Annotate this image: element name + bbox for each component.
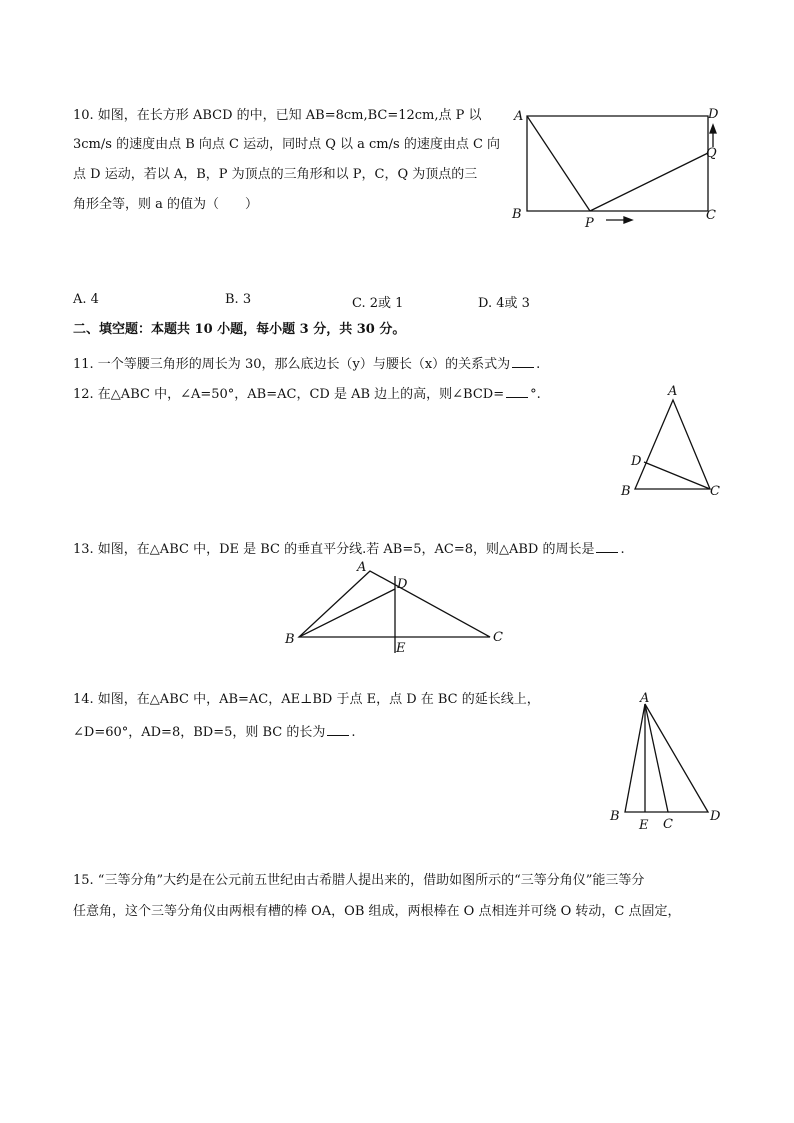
q10-line-3: 点 D 运动，若以 A，B，P 为顶点的三角形和以 P，C，Q 为顶点的三 xyxy=(73,167,478,182)
q12-triangle-figure xyxy=(615,380,730,505)
label-b: B xyxy=(621,484,631,499)
label-d: D xyxy=(710,809,721,824)
rect-abcd xyxy=(527,116,708,211)
q13-triangle-figure xyxy=(282,558,512,658)
q10-option-a[interactable]: A. 4 xyxy=(73,292,99,307)
q11-answer-blank[interactable] xyxy=(512,355,534,368)
label-b: B xyxy=(512,207,522,222)
label-d: D xyxy=(631,454,642,469)
q15-line-2: 任意角，这个三等分角仪由两根有槽的棒 OA，OB 组成，两根棒在 O 点相连并可绕 O 转动，C 点固定， xyxy=(73,904,681,919)
triangle-abc xyxy=(635,400,710,489)
label-d: D xyxy=(708,107,719,122)
label-d: D xyxy=(397,577,408,592)
q14-triangle-figure xyxy=(605,688,730,833)
q10-line-1: 10. 如图，在长方形 ABCD 的中，已知 AB=8cm,BC=12cm,点 P 以 xyxy=(73,108,482,123)
section-2-heading: 二、填空题：本题共 10 小题，每小题 3 分，共 30 分。 xyxy=(73,322,406,337)
arrowhead-q-up xyxy=(710,125,716,133)
label-b: B xyxy=(285,632,295,647)
label-a: A xyxy=(640,691,650,706)
q14-text: ∠D=60°，AD=8，BD=5，则 BC 的长为 xyxy=(73,725,326,740)
segment-a-p xyxy=(527,116,590,211)
label-c: C xyxy=(706,208,716,223)
label-c: C xyxy=(493,630,503,645)
arrowhead-p-right xyxy=(624,217,632,223)
segment-b-d xyxy=(299,589,395,637)
q10-line-4: 角形全等，则 a 的值为（ ） xyxy=(73,197,259,212)
q10-line-2: 3cm/s 的速度由点 B 向点 C 运动，同时点 Q 以 a cm/s 的速度由点 C 向 xyxy=(73,137,501,152)
q13-text: 13. 如图，在△ABC 中，DE 是 BC 的垂直平分线.若 AB=5，AC=8，则△ABD 的周长是 xyxy=(73,542,595,557)
label-p: P xyxy=(585,216,594,231)
triangle-abc xyxy=(625,704,668,812)
q12-suffix: °. xyxy=(530,387,541,402)
label-c: C xyxy=(710,484,720,499)
q12-line xyxy=(73,385,541,403)
q10-option-b[interactable]: B. 3 xyxy=(225,292,252,307)
label-q: Q xyxy=(706,146,717,161)
segment-p-q xyxy=(590,153,708,211)
label-a: A xyxy=(357,560,367,575)
label-e: E xyxy=(639,818,649,833)
q10-rectangle-figure xyxy=(508,105,733,230)
label-a: A xyxy=(514,109,524,124)
label-c: C xyxy=(663,817,673,832)
q10-option-c[interactable]: C. 2或 1 xyxy=(352,296,404,311)
q13-line: 13. 如图，在△ABC 中，DE 是 BC 的垂直平分线.若 AB=5，AC=8，则△ABD 的周长是 . xyxy=(73,542,625,557)
q11-text: 11. 一个等腰三角形的周长为 30，那么底边长（y）与腰长（x）的关系式为 xyxy=(73,357,511,372)
label-e: E xyxy=(396,641,406,656)
q12-answer-blank[interactable] xyxy=(506,385,528,398)
q11-line: 11. 一个等腰三角形的周长为 30，那么底边长（y）与腰长（x）的关系式为 . xyxy=(73,357,541,372)
segment-c-d xyxy=(645,704,708,812)
q10-option-d[interactable]: D. 4或 3 xyxy=(478,296,530,311)
label-b: B xyxy=(610,809,620,824)
q14-line-2: ∠D=60°，AD=8，BD=5，则 BC 的长为 . xyxy=(73,725,356,740)
label-a: A xyxy=(668,384,678,399)
q12-text: 12. 在△ABC 中，∠A=50°，AB=AC，CD 是 AB 边上的高，则∠BCD= xyxy=(73,387,505,402)
q14-answer-blank[interactable] xyxy=(327,723,349,736)
q15-line-1: 15. “三等分角”大约是在公元前五世纪由古希腊人提出来的，借助如图所示的“三等分角仪”能三等分 xyxy=(73,873,645,888)
q13-answer-blank[interactable] xyxy=(596,540,618,553)
q14-line-1: 14. 如图，在△ABC 中，AB=AC，AE⊥BD 于点 E，点 D 在 BC 的延长线上， xyxy=(73,692,540,707)
